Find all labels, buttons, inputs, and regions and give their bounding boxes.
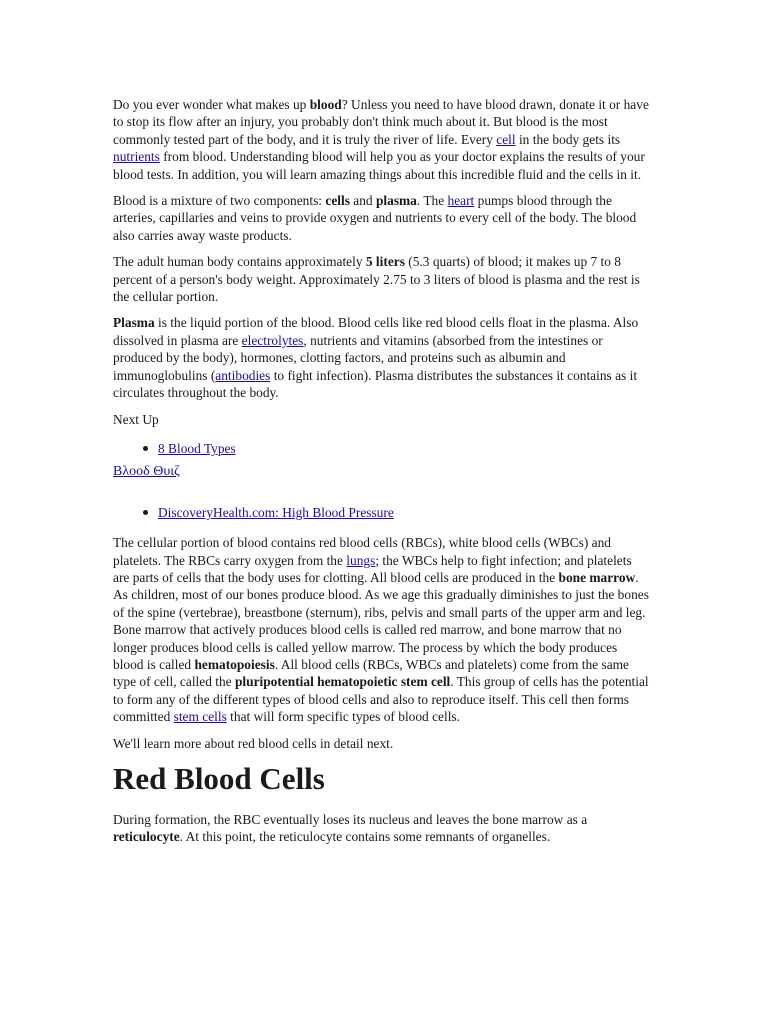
mixture-paragraph: Blood is a mixture of two components: cells and plasma. The heart pumps blood through the arteries, capillaries and veins to provide oxygen and nutrients to every cell of the body. The blood also carries away waste products. xyxy=(113,193,637,243)
electrolytes-link[interactable]: electrolytes xyxy=(241,332,304,348)
nutrients-link[interactable]: nutrients xyxy=(113,149,160,165)
term-cells: cells xyxy=(325,193,350,209)
list-item xyxy=(158,440,650,457)
related-list xyxy=(113,504,650,521)
term-plasma: plasma xyxy=(375,193,417,209)
term-plasma-heading: Plasma xyxy=(113,315,155,331)
high-blood-pressure-link[interactable]: DiscoveryHealth.com: High Blood Pressure xyxy=(158,504,394,520)
intro-paragraph: Do you ever wonder what makes up blood? Unless you need to have blood drawn, donate it or have to stop its flow after an injury, you probably don't think much about it. But blood is the most commonly tested part of the body, and it is truly the river of life. Every cell in the body gets its nutrients from blood. Understanding blood will help you as your doctor explains the results of your blood tests. In addition, you will learn amazing things about this incredible fluid and the cells in it. xyxy=(113,97,649,182)
next-up-label: Next Up xyxy=(113,411,159,427)
next-up-list xyxy=(113,440,650,457)
section-heading-red-blood-cells: Red Blood Cells xyxy=(113,761,325,796)
cellular-paragraph: The cellular portion of blood contains red blood cells (RBCs), white blood cells (WBCs) and platelets. The RBCs carry oxygen from the lungs; the WBCs help to fight infection; and platelets are parts of cells that the body uses for clotting. All blood cells are produced in the bone marrow. As children, most of our bones produce blood. As we age this gradually diminishes to just the bones of the spine (vertebrae), breastbone (sternum), ribs, pelvis and small parts of the upper arm and leg. Bone marrow that actively produces blood cells is called red marrow, and bone marrow that no longer produces blood cells is called yellow marrow. The process by which the body produces blood is called hematopoiesis. All blood cells (RBCs, WBCs and platelets) come from the same type of cell, called the pluripotential hematopoietic stem cell. This group of cells has the potential to form any of the different types of blood cells and also to reproduce itself. This cell then forms committed stem cells that will form specific types of blood cells. xyxy=(113,535,649,725)
term-stem-cell: pluripotential hematopoietic stem cell xyxy=(234,674,451,690)
plasma-paragraph: Plasma is the liquid portion of the blood. Blood cells like red blood cells float in the plasma. Also dissolved in plasma are electrolytes, nutrients and vitamins (absorbed from the intestines or produced by the body), hormones, clotting factors, and proteins such as albumin and immunoglobulins (antibodies to fight infection). Plasma distributes the substances it contains as it circulates throughout the body. xyxy=(113,315,639,401)
term-bone-marrow: bone marrow xyxy=(558,569,636,585)
lungs-link[interactable]: lungs xyxy=(346,552,376,568)
antibodies-link[interactable]: antibodies xyxy=(215,367,271,383)
volume-paragraph: The adult human body contains approximately 5 liters (5.3 quarts) of blood; it makes up 7 to 8 percent of a person's body weight. Approximately 2.75 to 3 liters of blood is plasma and the rest is the cellular portion. xyxy=(113,254,640,305)
term-5-liters: 5 liters xyxy=(365,254,405,270)
term-reticulocyte: reticulocyte xyxy=(113,829,180,845)
blood-quiz-link[interactable]: Βλοοδ Θυιζ xyxy=(113,464,180,480)
blood-types-link[interactable]: 8 Blood Types xyxy=(158,440,236,456)
term-hematopoiesis: hematopoiesis xyxy=(194,656,275,672)
article-body xyxy=(113,96,650,855)
heart-link[interactable]: heart xyxy=(447,193,475,209)
cell-link[interactable]: cell xyxy=(496,131,516,147)
learn-more-paragraph: We'll learn more about red blood cells in detail next. xyxy=(113,735,394,751)
stem-cells-link[interactable]: stem cells xyxy=(173,709,227,725)
rbc-paragraph: During formation, the RBC eventually loses its nucleus and leaves the bone marrow as a reticulocyte. At this point, the reticulocyte contains some remnants of organelles. xyxy=(113,812,588,845)
term-blood: blood xyxy=(309,97,342,112)
list-item xyxy=(158,504,650,521)
